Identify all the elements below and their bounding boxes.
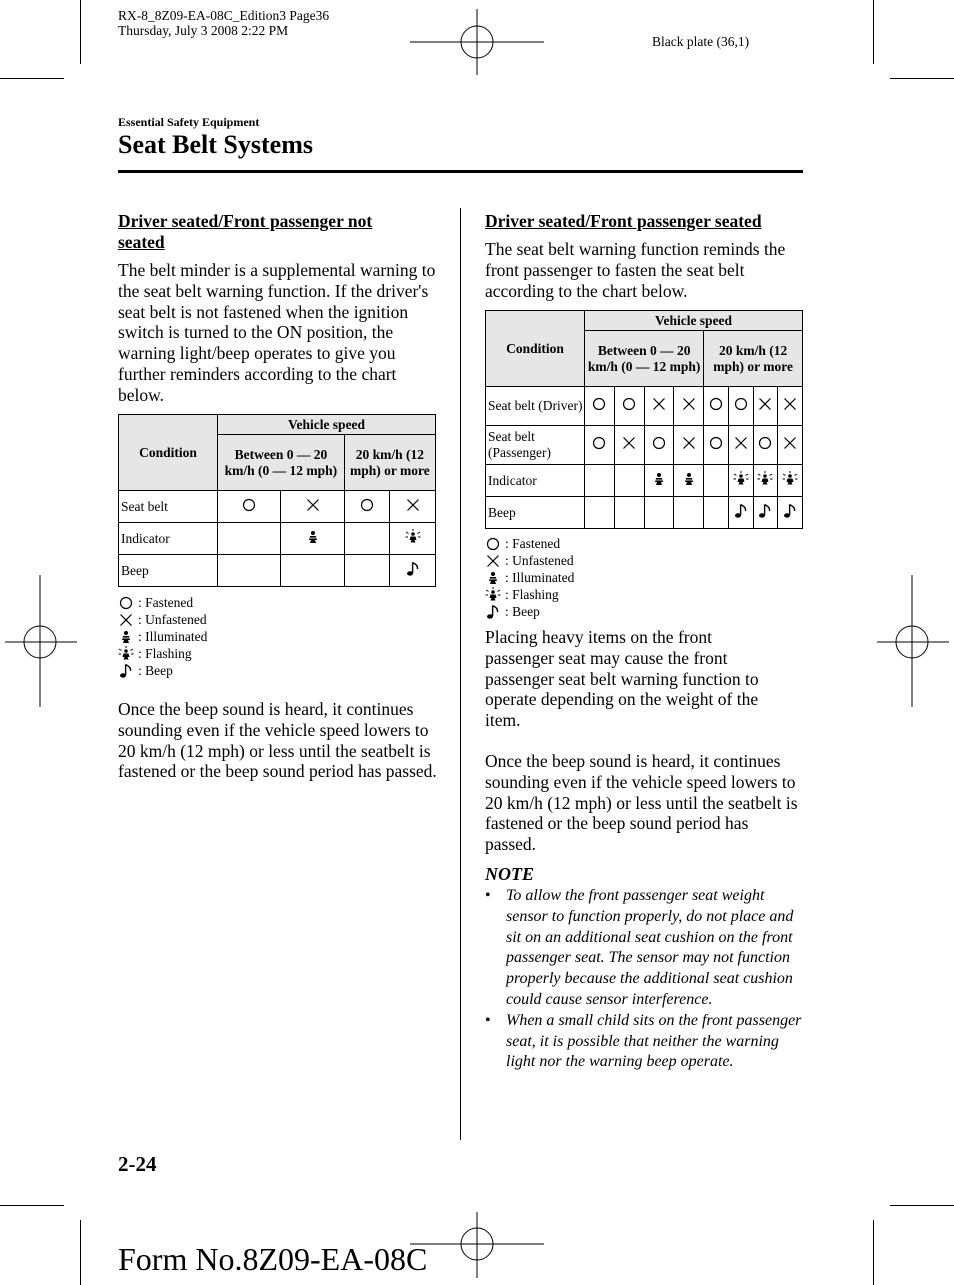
fastened-icon <box>241 497 257 513</box>
crop-mark <box>80 1220 81 1285</box>
table-cell <box>674 465 704 497</box>
table-cell <box>704 426 729 465</box>
left-legend <box>118 594 207 679</box>
unfastened-icon <box>757 396 773 412</box>
flashing-icon <box>733 471 749 487</box>
left-intro: The belt minder is a supplemental warning to the seat belt warning function. If the driver's seat belt is not fastened when the ignition switch is turned to the ON position, the warning light/beep operates to give you further reminders according to the chart below. <box>118 260 436 405</box>
note-text-2: When a small child sits on the front passenger seat, it is possible that neither the warning light nor the warning beep operate. <box>506 1011 802 1071</box>
illuminated-icon <box>305 529 321 545</box>
speed-high-header: 20 km/h (12 mph) or more <box>344 435 435 491</box>
table-cell <box>778 465 803 497</box>
legend-flashing: : Flashing <box>138 646 192 661</box>
legend-illuminated: : Illuminated <box>138 629 208 644</box>
condition-header: Condition <box>119 415 218 491</box>
legend-unfastened: : Unfastened <box>138 612 207 627</box>
table-cell <box>778 387 803 426</box>
registration-mark-left <box>5 575 77 707</box>
table-cell <box>614 465 644 497</box>
table-row <box>486 497 803 529</box>
bullet-icon: • <box>485 887 491 904</box>
crop-mark <box>0 78 64 79</box>
registration-mark-bottom <box>410 1212 544 1282</box>
table-cell <box>281 523 344 555</box>
table-row <box>119 523 436 555</box>
print-header <box>118 8 329 38</box>
beep-icon <box>757 503 773 519</box>
unfastened-icon <box>405 497 421 513</box>
table-cell <box>281 491 344 523</box>
table-row <box>119 491 436 523</box>
flashing-icon <box>118 646 134 662</box>
fastened-icon <box>359 497 375 513</box>
unfastened-icon <box>118 612 134 628</box>
table-cell <box>753 426 778 465</box>
beep-icon <box>485 604 501 620</box>
table-cell <box>704 465 729 497</box>
right-warning-chart <box>485 310 803 529</box>
legend-beep: : Beep <box>505 604 540 619</box>
unfastened-icon <box>782 435 798 451</box>
table-cell <box>674 497 704 529</box>
row-label: Seat belt (Driver) <box>486 387 585 426</box>
table-cell <box>728 426 753 465</box>
vehicle-speed-header: Vehicle speed <box>218 415 436 435</box>
table-cell <box>704 497 729 529</box>
left-after-text: Once the beep sound is heard, it continues sounding even if the vehicle speed lowers to 20 km/h (12 mph) or less until the seatbelt is fastened or the beep sound period has passed. <box>118 699 437 782</box>
unfastened-icon <box>651 396 667 412</box>
fastened-icon <box>485 536 501 552</box>
table-cell <box>674 426 704 465</box>
crop-mark <box>890 1205 954 1206</box>
beep-icon <box>733 503 749 519</box>
table-cell <box>704 387 729 426</box>
table-cell <box>344 523 390 555</box>
fastened-icon <box>708 396 724 412</box>
table-cell <box>644 387 674 426</box>
unfastened-icon <box>733 435 749 451</box>
page-title: Seat Belt Systems <box>118 130 313 159</box>
unfastened-icon <box>681 435 697 451</box>
legend-flashing: : Flashing <box>505 587 559 602</box>
row-label: Beep <box>486 497 585 529</box>
table-cell <box>778 426 803 465</box>
form-number: Form No.8Z09-EA-08C <box>118 1241 428 1277</box>
condition-header: Condition <box>486 311 585 387</box>
table-cell <box>728 497 753 529</box>
table-cell <box>753 387 778 426</box>
right-intro: The seat belt warning function reminds the front passenger to fasten the seat belt according to the chart below. <box>485 239 786 301</box>
table-cell <box>218 555 281 587</box>
flashing-icon <box>782 471 798 487</box>
row-label: Seat belt (Passenger) <box>486 426 585 465</box>
illuminated-icon <box>651 471 667 487</box>
table-cell <box>218 491 281 523</box>
bullet-icon: • <box>485 1011 491 1029</box>
table-row <box>486 465 803 497</box>
speed-high-header: 20 km/h (12 mph) or more <box>704 331 803 387</box>
title-rule <box>118 170 803 173</box>
row-label: Indicator <box>119 523 218 555</box>
illuminated-icon <box>485 570 501 586</box>
note-item-2 <box>485 1011 803 1073</box>
section-tag: Essential Safety Equipment <box>118 115 260 129</box>
fastened-icon <box>621 396 637 412</box>
speed-low-header: Between 0 — 20 km/h (0 — 12 mph) <box>218 435 345 491</box>
table-cell <box>728 387 753 426</box>
crop-mark <box>0 1205 64 1206</box>
fastened-icon <box>591 435 607 451</box>
beep-icon <box>405 561 421 577</box>
table-cell <box>344 555 390 587</box>
legend-fastened: : Fastened <box>138 595 194 610</box>
legend-unfastened: : Unfastened <box>505 553 574 568</box>
table-cell <box>753 465 778 497</box>
fastened-icon <box>118 595 134 611</box>
beep-icon <box>118 663 134 679</box>
table-cell <box>778 497 803 529</box>
table-cell <box>281 555 344 587</box>
table-cell <box>390 555 436 587</box>
fastened-icon <box>591 396 607 412</box>
flashing-icon <box>485 587 501 603</box>
unfastened-icon <box>485 553 501 569</box>
table-row <box>486 387 803 426</box>
table-cell <box>728 465 753 497</box>
row-label: Beep <box>119 555 218 587</box>
flashing-icon <box>757 471 773 487</box>
table-cell <box>390 491 436 523</box>
table-cell <box>218 523 281 555</box>
fastened-icon <box>708 435 724 451</box>
table-row <box>119 555 436 587</box>
fastened-icon <box>733 396 749 412</box>
speed-low-header: Between 0 — 20 km/h (0 — 12 mph) <box>585 331 704 387</box>
print-header-line2: Thursday, July 3 2008 2:22 PM <box>118 23 289 38</box>
plate-label: Black plate (36,1) <box>652 34 750 49</box>
row-label: Seat belt <box>119 491 218 523</box>
unfastened-icon <box>782 396 798 412</box>
table-cell <box>585 387 615 426</box>
table-row <box>486 426 803 465</box>
note-item-1 <box>485 886 803 1011</box>
table-cell <box>585 465 615 497</box>
registration-mark-right <box>877 575 949 707</box>
unfastened-icon <box>621 435 637 451</box>
illuminated-icon <box>681 471 697 487</box>
legend-fastened: : Fastened <box>505 536 561 551</box>
flashing-icon <box>405 529 421 545</box>
table-cell <box>390 523 436 555</box>
table-cell <box>585 426 615 465</box>
note-text-1: To allow the front passenger seat weight sensor to function properly, do not place and sit on an additional seat cushion on the front passenger seat. The sensor may not function properly because the additional seat cushion could cause sensor interference. <box>506 887 794 1008</box>
right-para-2: Once the beep sound is heard, it continues sounding even if the vehicle speed lowers to 20 km/h (12 mph) or less until the seatbelt is fastened or the beep sound period has passed. <box>485 751 798 855</box>
table-cell <box>674 387 704 426</box>
table-cell <box>344 491 390 523</box>
right-heading: Driver seated/Front passenger seated <box>485 211 762 231</box>
table-cell <box>644 426 674 465</box>
vehicle-speed-header: Vehicle speed <box>585 311 803 331</box>
crop-mark <box>890 78 954 79</box>
registration-mark-top <box>410 5 544 75</box>
right-legend <box>485 535 574 620</box>
table-cell <box>614 426 644 465</box>
unfastened-icon <box>305 497 321 513</box>
table-cell <box>753 497 778 529</box>
left-warning-chart <box>118 414 436 587</box>
table-cell <box>644 497 674 529</box>
crop-mark <box>873 0 874 64</box>
legend-beep: : Beep <box>138 663 173 678</box>
left-heading: Driver seated/Front passenger not seated <box>118 211 373 252</box>
table-cell <box>614 497 644 529</box>
note-title: NOTE <box>485 864 534 884</box>
table-cell <box>644 465 674 497</box>
fastened-icon <box>651 435 667 451</box>
crop-mark <box>80 0 81 64</box>
right-para-1: Placing heavy items on the front passenger seat may cause the front passenger seat belt warning function to operate depending on the weight of the item. <box>485 627 759 731</box>
illuminated-icon <box>118 629 134 645</box>
crop-mark <box>873 1220 874 1285</box>
unfastened-icon <box>681 396 697 412</box>
column-divider <box>460 208 461 1140</box>
table-cell <box>585 497 615 529</box>
beep-icon <box>782 503 798 519</box>
fastened-icon <box>757 435 773 451</box>
page-number: 2-24 <box>118 1152 157 1176</box>
table-cell <box>614 387 644 426</box>
print-header-line1: RX-8_8Z09-EA-08C_Edition3 Page36 <box>118 8 330 23</box>
note-list <box>485 886 803 1073</box>
row-label: Indicator <box>486 465 585 497</box>
legend-illuminated: : Illuminated <box>505 570 575 585</box>
